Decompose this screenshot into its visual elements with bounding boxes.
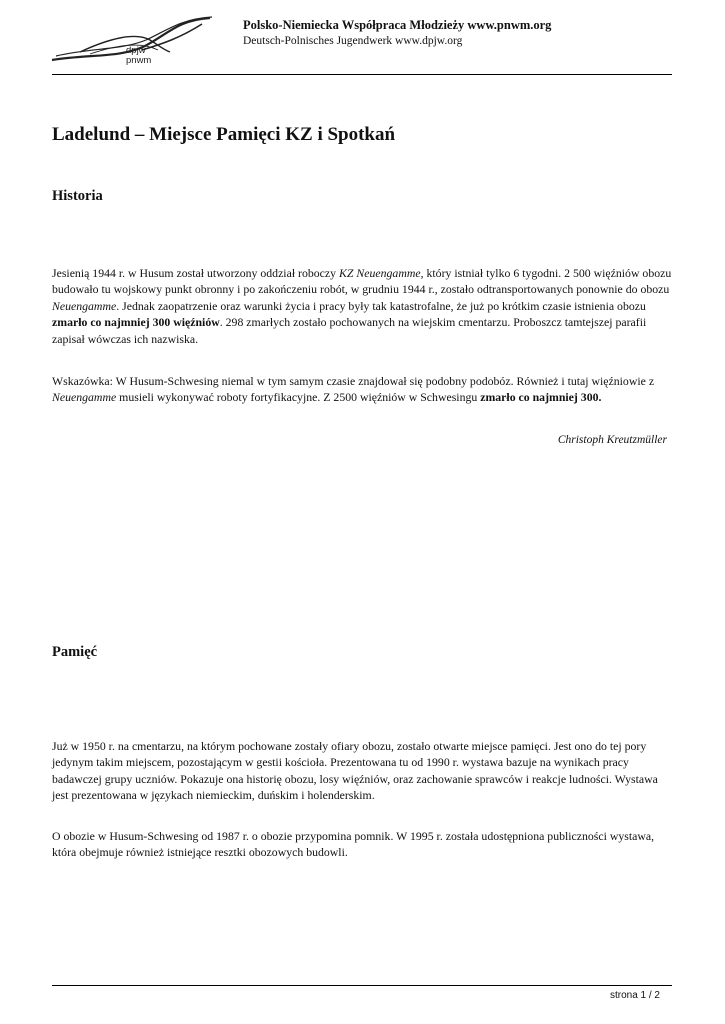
header-text — [243, 17, 551, 49]
section-heading-historia: Historia — [52, 188, 103, 204]
author-signature: Christoph Kreutzmüller — [557, 434, 667, 446]
text-run: Jesienią 1944 r. w Husum został utworzony oddział roboczy — [52, 266, 339, 280]
pamiec-paragraph-2: O obozie w Husum-Schwesing od 1987 r. o obozie przypomina pomnik. W 1995 r. została udostępniona publiczności wystawa, która obejmuje również istniejące resztki obozowych budowli. — [52, 829, 655, 860]
text-run-italic: KZ Neuengamme — [339, 266, 421, 280]
logo-text: dpjw pnwm — [126, 45, 152, 66]
text-run: Wskazówka: W Husum-Schwesing niemal w tym samym czasie znajdował się podobny podobóz. Również i tutaj więźniowie z — [52, 374, 655, 388]
text-run-italic: Neuengamme — [52, 298, 117, 313]
page-number: strona 1 / 2 — [609, 990, 660, 1001]
text-run-italic: Neuengamme — [52, 390, 117, 405]
historia-paragraph-1 — [52, 265, 677, 347]
section-heading-pamiec: Pamięć — [52, 644, 98, 660]
text-run-bold: zmarło co najmniej 300 więźniów — [52, 315, 220, 330]
text-run: , który istniał tylko 6 tygodni. 2 500 więźniów obozu budowało tu wojskowy punkt obronny i po zakończeniu robót, w grudniu 1944 r., zostało odtransportowanych ponownie do obozu — [52, 266, 672, 297]
header-line-pnwm: Polsko-Niemiecka Współpraca Młodzieży www.pnwm.org — [243, 18, 552, 32]
text-run: . Jednak zaopatrzenie oraz warunki życia i pracy były tak katastrofalne, że już po krótkim czasie istnienia obozu — [116, 298, 646, 313]
historia-paragraph-2 — [52, 373, 677, 406]
header-line-dpjw: Deutsch-Polnisches Jugendwerk www.dpjw.org — [243, 35, 463, 47]
text-run-bold: zmarło co najmniej 300. — [480, 390, 602, 405]
page-title: Ladelund – Miejsce Pamięci KZ i Spotkań — [52, 124, 396, 145]
header-divider — [52, 74, 672, 75]
text-run: . 298 zmarłych zostało pochowanych na wiejskim cmentarzu. Proboszcz tamtejszej parafii zapisał wówczas ich nazwiska. — [52, 315, 647, 346]
pamiec-paragraph-1: Już w 1950 r. na cmentarzu, na którym pochowane zostały ofiary obozu, zostało otwarte miejsce pamięci. Jest ono do tej pory jedynym takim miejscem, pozostającym w gestii kościoła. Prezentowana tu od 1990 r. wystawa bazuje na wynikach pracy badawczej grupy uczniów. Pokazuje ona historię obozu, losy więźniów, oraz zachowanie sprawców i reakcje ludności. Wystawa jest prezentowana w językach niemieckim, duńskim i holenderskim. — [52, 739, 658, 803]
text-run: musieli wykonywać roboty fortyfikacyjne. Z 2500 więźniów w Schwesingu — [116, 390, 481, 405]
footer-divider — [52, 985, 672, 986]
